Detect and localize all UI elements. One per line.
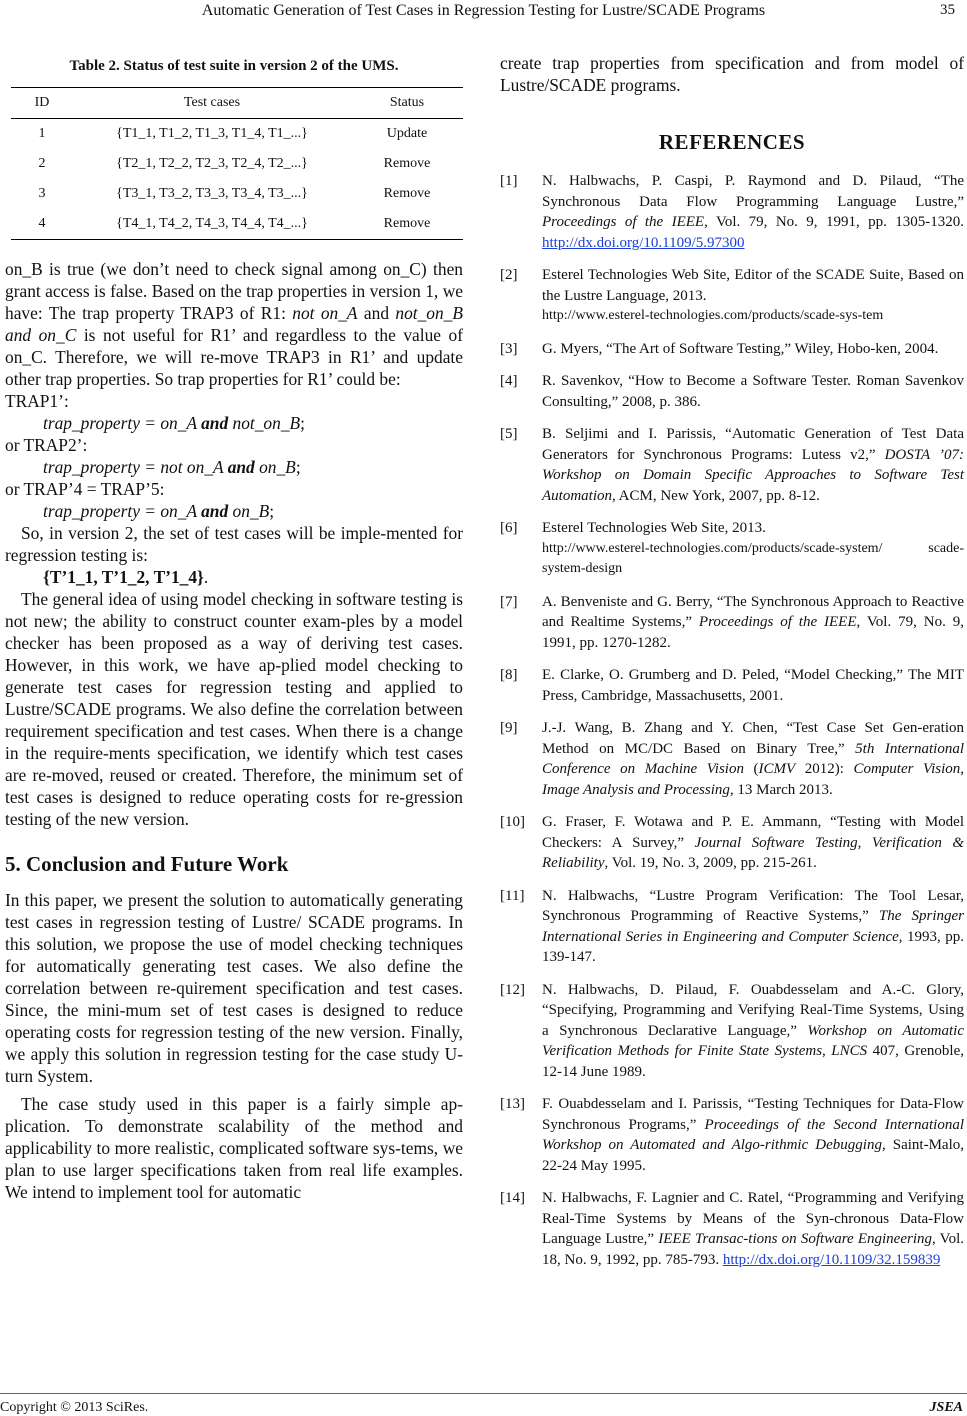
reference-number: [3] — [500, 340, 518, 357]
text-span: , — [822, 1043, 832, 1059]
text-span: , Vol. 18, No. 9, 1992, pp. 785-793. — [542, 1231, 964, 1268]
text-span: N. Halbwachs, F. Lagnier and C. Ratel, “Programming and Verifying Real-Time Systems by Means of the Syn-chronous Data-Flow Language Lustre,” — [542, 1190, 964, 1247]
cell-test-cases: {T3_1, T3_2, T3_3, T3_4, T3_...} — [116, 186, 308, 201]
table-row — [11, 119, 463, 150]
table-row — [11, 149, 463, 179]
reference-number: [12] — [500, 981, 525, 998]
formula-end: ; — [295, 457, 301, 477]
cell-test-cases: {T4_1, T4_2, T4_3, T4_4, T4_...} — [73, 209, 351, 240]
reference-item — [500, 592, 964, 654]
text-span: , Vol. 79, No. 9, 1991, pp. 1305-1320. — [704, 214, 964, 230]
trap2-label: or TRAP2’: — [5, 435, 88, 455]
italic-span: LNCS — [831, 1043, 868, 1059]
table-row — [11, 179, 463, 209]
cell-status: Remove — [351, 209, 463, 240]
running-title: Automatic Generation of Test Cases in Regression Testing for Lustre/SCADE Programs — [201, 2, 766, 19]
col-header-id: ID — [11, 88, 73, 119]
italic-span: Computer Vision — [853, 761, 961, 777]
references-heading: REFERENCES — [658, 130, 806, 154]
reference-url: http://www.esterel-technologies.com/products/scade-system/ scade-system-design — [542, 540, 964, 576]
copyright-notice: Copyright © 2013 SciRes. — [0, 1400, 149, 1415]
reference-text — [542, 718, 964, 800]
reference-number: [4] — [500, 373, 518, 389]
text-span: A. Benveniste and G. Berry, “The Synchronous Approach to Reactive and Realtime Systems,” — [542, 593, 964, 630]
text-span: Esterel Technologies Web Site, 2013. — [542, 520, 766, 536]
italic-span: Proceedings of the IEEE — [698, 614, 857, 630]
text-span: N. Halbwachs, “Lustre Program Verification: The Tool Lesar, Synchronous Programming of Reactive Systems,” — [542, 887, 964, 924]
reference-item — [500, 980, 964, 1083]
trap1-label: TRAP1’: — [5, 391, 69, 411]
formula-text: on_B — [228, 501, 270, 521]
text-span: is not useful for R1’ and regardless to the value of on_C. Therefore, we will re-move TRAP3 in R1’ and update other trap properties. So trap properties for R1’ could be: — [5, 325, 463, 389]
cell-test-cases: {T2_1, T2_2, T2_3, T2_4, T2_...} — [116, 156, 308, 171]
reference-item — [500, 371, 964, 412]
reference-item — [500, 339, 964, 360]
italic-span: ICMV — [758, 761, 796, 777]
italic-span: Proceedings of the Second International Workshop on Automated and Algo-rithmic Debugging — [542, 1116, 964, 1153]
reference-number: [8] — [500, 667, 518, 683]
reference-text: E. Clarke, O. Grumberg and D. Peled, “Model Checking,” The MIT Press, Cambridge, Massachusetts, 2001. — [542, 667, 964, 704]
formula-end: ; — [269, 501, 275, 521]
reference-item — [500, 886, 964, 968]
paragraph-model-checking: The general idea of using model checking in software testing is not new; the ability to construct counter exam-ples by a model checker has been proposed as a way of deriving test cases. However, in this work, we have ap-plied model checking to generate test cases for regression testing and applied to Lustre/SCADE programs. We also define the correlation between requirement specification and test cases. When there is a change in the require-ments specification, we identify which test cases are re-moved, reused or created. Therefore, the minimum set of test cases is designed to reduce operating costs for re-gression testing of the new version. — [5, 589, 463, 829]
doi-link[interactable]: http://dx.doi.org/10.1109/32.159839 — [722, 1251, 941, 1268]
trap45-label: or TRAP’4 = TRAP’5: — [5, 479, 165, 499]
reference-text — [542, 980, 964, 1083]
text-span: 2012): — [795, 761, 854, 777]
text-span: N. Halbwachs, D. Pilaud, F. Ouabdesselam and A.-C. Glory, “Specifying, Programming and Verifying Real-Time Systems, Using a Synchronous Declarative Language,” — [542, 981, 964, 1039]
text-span: B. Seljimi and I. Parissis, “Automatic Generation of Test Data Generators for Synchronous Programs: Lutess v2,” — [542, 426, 964, 463]
reference-number: [7] — [500, 593, 518, 610]
table-header-row — [11, 88, 463, 119]
italic-span: 5th International Conference on Machine Vision — [542, 740, 965, 777]
text-span: N. Halbwachs, P. Caspi, P. Raymond and D. Pilaud, “The Synchronous Data Flow Programming Language Lustre,” — [542, 173, 964, 210]
text-span: and — [357, 303, 396, 323]
paragraph-trap-intro — [5, 258, 463, 390]
text-span: , ACM, New York, 2007, pp. 8-12. — [612, 487, 820, 504]
test-case-set — [5, 566, 463, 588]
formula-text: trap_property = on_A — [43, 501, 202, 521]
paragraph-version2: So, in version 2, the set of test cases will be imple-mented for regression testing is: — [5, 523, 463, 565]
set-end: . — [203, 567, 209, 587]
reference-text — [542, 812, 964, 874]
page-number: 35 — [940, 2, 955, 18]
text-span: Esterel Technologies Web Site, Editor of the SCADE Suite, Based on the Lustre Language, 2013. — [542, 267, 964, 304]
cell-id: 1 — [38, 126, 46, 141]
reference-text — [542, 265, 964, 327]
cell-id: 3 — [38, 186, 46, 201]
left-column — [5, 52, 463, 1203]
table-row — [11, 209, 463, 240]
table-caption: Table 2. Status of test suite in version 2 of the UMS. — [69, 58, 399, 74]
right-column — [500, 52, 964, 1282]
reference-text — [542, 1094, 964, 1176]
page-footer — [0, 1393, 967, 1415]
reference-text — [542, 592, 964, 654]
trap1-formula — [5, 412, 463, 434]
text-span: on_B is true (we don’t need to check signal among on_C) then grant access is false. Based on the trap properties in version 1, we have: The trap property TRAP3 of R1: — [5, 259, 463, 323]
reference-item — [500, 812, 964, 874]
reference-item — [500, 518, 964, 580]
cell-status: Remove — [383, 186, 431, 201]
formula-text: trap_property = on_A — [43, 413, 202, 433]
reference-item — [500, 171, 964, 253]
reference-number: [14] — [500, 1190, 525, 1206]
reference-text: G. Myers, “The Art of Software Testing,” Wiley, Hobo-ken, 2004. — [542, 340, 939, 357]
text-span: , Vol. 79, No. 9, 1991, pp. 1270-1282. — [542, 614, 964, 651]
reference-item — [500, 1094, 964, 1176]
reference-item — [500, 424, 964, 506]
reference-number: [9] — [500, 720, 518, 736]
text-span: , Vol. 19, No. 3, 2009, pp. 215-261. — [604, 855, 817, 871]
paragraph-continued: create trap properties from specification and from model of Lustre/SCADE programs. — [500, 53, 964, 95]
reference-number: [2] — [500, 267, 518, 283]
col-header-status: Status — [351, 88, 463, 119]
italic-span: Journal Software Testing, Verification & Reliability — [542, 834, 964, 871]
reference-number: [1] — [500, 173, 518, 189]
journal-name: JSEA — [929, 1400, 963, 1415]
doi-link[interactable]: http://dx.doi.org/10.1109/5.97300 — [542, 234, 745, 251]
reference-item — [500, 718, 964, 800]
set-text: {T’1_1, T’1_2, T’1_4} — [43, 567, 204, 587]
reference-text — [542, 1188, 964, 1270]
formula-keyword: and — [201, 413, 229, 433]
cell-id: 2 — [38, 156, 46, 171]
formula-keyword: and — [227, 457, 255, 477]
text-span: , Saint-Malo, 22-24 May 1995. — [542, 1137, 964, 1174]
reference-text: R. Savenkov, “How to Become a Software Tester. Roman Savenkov Consulting,” 2008, p. 386. — [542, 373, 964, 410]
reference-item — [500, 665, 964, 706]
paragraph-future-work: The case study used in this paper is a fairly simple ap-plication. To demonstrate scalability of the method and applicability to more realistic, complicated software sys-tems, we plan to use larger specifications taken from real life examples. We intend to implement tool for automatic — [5, 1094, 463, 1202]
text-span: ( — [743, 761, 759, 777]
reference-number: [13] — [500, 1096, 525, 1112]
test-suite-table — [11, 87, 463, 240]
text-span: 407, Grenoble, 12-14 June 1989. — [542, 1043, 964, 1080]
formula-keyword: and — [201, 501, 229, 521]
italic-span: Workshop on Automatic Verification Methods for Finite State Systems — [542, 1022, 964, 1059]
trap45-formula — [5, 500, 463, 522]
paragraph-conclusion: In this paper, we present the solution to automatically generating test cases in regression testing of Lustre/ SCADE programs. In this solution, we propose the use of model checking techniques for automatically generating test cases. We also define the correlation between re-quirement specification and test cases. Since, the mini-mum set of test cases is designed to reduce operating costs for regression testing of the new version. Finally, we apply this solution in regression testing for the case study U-turn System. — [5, 890, 463, 1086]
formula-text: trap_property = not on_A — [43, 457, 228, 477]
italic-span: not_on_B and on_C — [5, 303, 464, 345]
reference-url: http://www.esterel-technologies.com/products/scade-sys-tem — [542, 308, 884, 323]
formula-text: on_B — [254, 457, 296, 477]
italic-span: IEEE Transac-tions on Software Engineering — [658, 1231, 932, 1247]
cell-id: 4 — [11, 209, 73, 240]
formula-end: ; — [300, 413, 305, 433]
italic-span: The Springer International Series in Engineering and Computer Science — [542, 908, 965, 945]
reference-text — [542, 171, 964, 253]
reference-number: [5] — [500, 426, 518, 442]
cell-test-cases: {T1_1, T1_2, T1_3, T1_4, T1_...} — [116, 126, 308, 141]
page-header — [0, 0, 967, 26]
reference-number: [11] — [500, 887, 525, 904]
italic-span: Image Analysis and Processing — [542, 781, 730, 798]
cell-status: Update — [386, 126, 428, 141]
italic-span: not on_A — [292, 303, 358, 323]
italic-span: Proceedings of the IEEE — [542, 214, 705, 230]
text-span: , 1993, pp. 139-147. — [542, 928, 964, 965]
reference-text — [542, 886, 964, 968]
text-span: F. Ouabdesselam and I. Parissis, “Testing Techniques for Data-Flow Synchronous Programs,” — [542, 1096, 964, 1133]
section-heading: 5. Conclusion and Future Work — [5, 852, 289, 876]
reference-text — [542, 424, 964, 506]
formula-text: not_on_B — [228, 413, 301, 433]
text-span: , 13 March 2013. — [729, 781, 833, 798]
reference-number: [10] — [500, 814, 525, 830]
reference-number: [6] — [500, 520, 518, 536]
text-span: G. Fraser, F. Wotawa and P. E. Ammann, “Testing with Model Checkers: A Survey,” — [542, 814, 964, 851]
text-span: , — [960, 761, 964, 777]
italic-span: DOSTA ’07: Workshop on Domain Specific Approaches to Software Test Automation — [542, 446, 964, 504]
reference-item — [500, 1188, 964, 1270]
col-header-test-cases: Test cases — [73, 88, 351, 119]
cell-status: Remove — [383, 156, 431, 171]
reference-item — [500, 265, 964, 327]
reference-text — [542, 518, 964, 580]
trap2-formula — [5, 456, 463, 478]
text-span: J.-J. Wang, B. Zhang and Y. Chen, “Test Case Set Gen-eration Method on MC/DC Based on Binary Tree,” — [542, 720, 964, 757]
